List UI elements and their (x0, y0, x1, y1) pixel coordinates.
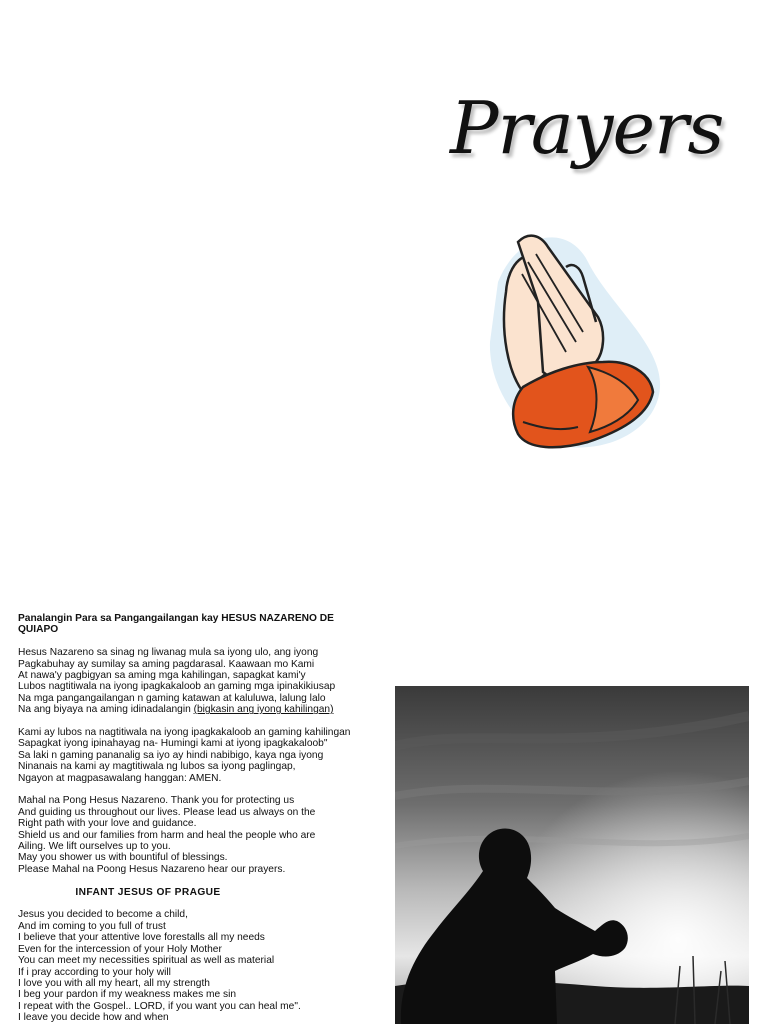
prayer-text-column (18, 613, 388, 1035)
text-line: Mahal na Pong Hesus Nazareno. Thank you for protecting us (18, 795, 295, 807)
text-line: Ninanais na kami ay magtitiwala ng lubos sa iyong paglingap, (18, 761, 296, 773)
text-line: I believe that your attentive love forestalls all my needs (18, 932, 265, 944)
prayer2-heading: INFANT JESUS OF PRAGUE (75, 886, 221, 898)
text-line: Sa laki n gaming pananalig sa iyo ay hindi nabibigo, kaya nga iyong (18, 749, 324, 761)
text-line: Na mga pangangailangan n gaming katawan at kaluluwa, lalung lalo (18, 692, 326, 704)
prayer1-paragraph-1 (18, 647, 388, 715)
text-line: Ngayon at magpasawalang hanggan: AMEN. (18, 772, 222, 784)
text-line (18, 704, 388, 715)
praying-silhouette-photo (395, 686, 749, 1024)
text-line: I leave you decide how and when (18, 1012, 169, 1024)
prayer1-paragraph-2 (18, 727, 388, 784)
prayer2-body (18, 909, 388, 1023)
text-line: Jesus you decided to become a child, (18, 909, 188, 921)
praying-hands-icon (478, 222, 670, 462)
text-line: May you shower us with bountiful of blessings. (18, 852, 228, 864)
prayer1-heading-line2: QUIAPO (18, 624, 59, 636)
text-line: Shield us and our families from harm and heal the people who are (18, 829, 316, 841)
request-instruction: (bigkasin ang iyong kahilingan) (193, 704, 334, 716)
text-line: Right path with your love and guidance. (18, 818, 197, 830)
text-line: Ailing. We lift ourselves up to you. (18, 841, 171, 853)
text-line: You can meet my necessities spiritual as well as material (18, 955, 275, 967)
photo-graphic (395, 686, 749, 1024)
text-line: And guiding us throughout our lives. Please lead us always on the (18, 806, 316, 818)
text-line: Sapagkat iyong ipinahayag na- Humingi kami at iyong ipagkakaloob" (18, 738, 328, 750)
text-segment: Na ang biyaya na aming idinadalangin (18, 704, 194, 716)
text-line: And im coming to you full of trust (18, 920, 166, 932)
text-line: Even for the intercession of your Holy Mother (18, 943, 222, 955)
text-line: Please Mahal na Poong Hesus Nazareno hear our prayers. (18, 863, 286, 875)
text-line: I beg your pardon if my weakness makes me sin (18, 989, 236, 1001)
text-line: Kami ay lubos na nagtitiwala na iyong ipagkakaloob an gaming kahilingan (18, 727, 351, 739)
text-line: Hesus Nazareno sa sinag ng liwanag mula sa iyong ulo, ang iyong (18, 647, 319, 659)
text-line: Pagkabuhay ay sumilay sa aming pagdarasal. Kaawaan mo Kami (18, 658, 315, 670)
page-title: Prayers (450, 86, 724, 170)
text-line: If i pray according to your holy will (18, 966, 171, 978)
text-line: At nawa'y pagbigyan sa aming mga kahilingan, sapagkat kami'y (18, 670, 306, 682)
prayer1-heading-line1: Panalangin Para sa Pangangailangan kay HESUS NAZARENO DE (18, 613, 334, 624)
text-line: I love you with all my heart, all my strength (18, 977, 210, 989)
prayer1-paragraph-3 (18, 795, 388, 875)
text-line: I repeat with the Gospel.. LORD, if you want you can heal me". (18, 1000, 301, 1012)
text-line: Lubos nagtitiwala na iyong ipagkakaloob an gaming mga ipinakikiusap (18, 681, 336, 693)
prayer1-heading (18, 613, 388, 636)
